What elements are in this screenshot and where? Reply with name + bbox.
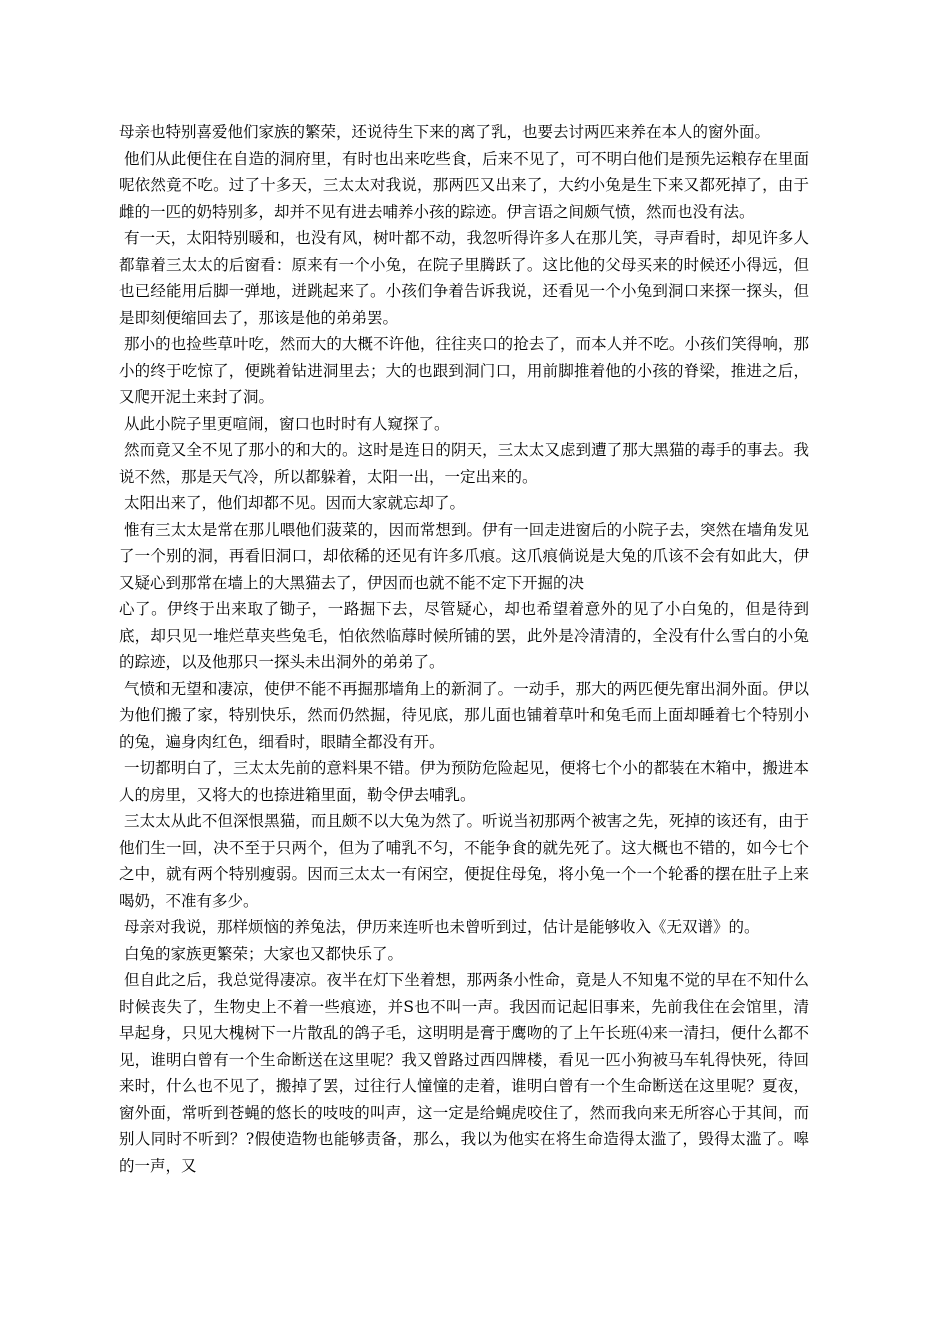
- paragraph: 气愤和无望和凄凉，使伊不能不再掘那墙角上的新洞了。一动手，那大的两匹便先窜出洞外面。伊以为他们搬了家，特别快乐，然而仍然掘，待见底，那儿面也铺着草叶和兔毛而上面却睡着七个特别小的兔，遍身肉红色，细看时，眼睛全都没有开。: [119, 679, 809, 751]
- paragraph: 心了。伊终于出来取了锄子，一路掘下去，尽管疑心，却也希望着意外的见了小白兔的，但是待到底，却只见一堆烂草夹些兔毛，怕依然临蓐时候所铺的罢，此外是冷清清的，全没有什么雪白的小兔的踪迹，以及他那只一探头未出洞外的弟弟了。: [119, 600, 809, 671]
- paragraph: 他们从此便住在自造的洞府里，有时也出来吃些食，后来不见了，可不明白他们是预先运粮存在里面呢依然竟不吃。过了十多天，三太太对我说，那两匹又出来了，大约小兔是生下来又都死掉了，由于雌的一匹的奶特别多，却并不见有进去哺养小孩的踪迹。伊言语之间颇气愤，然而也没有法。: [119, 149, 809, 221]
- paragraph: 惟有三太太是常在那儿喂他们菠菜的，因而常想到。伊有一回走进窗后的小院子去，突然在墙角发见了一个别的洞，再看旧洞口，却依稀的还见有许多爪痕。这爪痕倘说是大兔的爪该不会有如此大，伊又疑心到那常在墙上的大黑猫去了，伊因而也就不能不定下开掘的决: [119, 520, 809, 592]
- paragraph: 一切都明白了，三太太先前的意料果不错。伊为预防危险起见，便将七个小的都装在木箱中，搬进本人的房里，又将大的也捺进箱里面，勒令伊去哺乳。: [119, 759, 809, 804]
- document-body: [119, 119, 809, 1179]
- paragraph: 母亲也特别喜爱他们家族的繁荣，还说待生下来的离了乳，也要去讨两匹来养在本人的窗外面。: [119, 123, 771, 141]
- paragraph: 三太太从此不但深恨黑猫，而且颇不以大兔为然了。听说当初那两个被害之先，死掉的该还有，由于他们生一回，决不至于只两个，但为了哺乳不匀，不能争食的就先死了。这大概也不错的，如今七个之中，就有两个特别瘦弱。因而三太太一有闲空，便捉住母兔，将小兔一个一个轮番的摆在肚子上来喝奶，不准有多少。: [119, 812, 809, 910]
- paragraph: 太阳出来了，他们却都不见。因而大家就忘却了。: [119, 494, 465, 512]
- paragraph: 有一天，太阳特别暖和，也没有风，树叶都不动，我忽听得许多人在那儿笑，寻声看时，却见许多人都靠着三太太的后窗看：原来有一个小兔，在院子里腾跃了。这比他的父母买来的时候还小得远，但也已经能用后脚一弹地，迸跳起来了。小孩们争着告诉我说，还看见一个小兔到洞口来探一探头，但是即刻便缩回去了，那该是他的弟弟罢。: [119, 229, 809, 327]
- paragraph: 从此小院子里更喧闹，窗口也时时有人窥探了。: [119, 414, 450, 433]
- paragraph: 母亲对我说，那样烦恼的养兔法，伊历来连听也未曾听到过，估计是能够收入《无双谱》的。: [119, 918, 760, 936]
- paragraph: 白兔的家族更繁荣；大家也又都快乐了。: [119, 944, 403, 963]
- paragraph: 那小的也捡些草叶吃，然而大的大概不许他，往往夹口的抢去了，而本人并不吃。小孩们笑得响，那小的终于吃惊了，便跳着钻进洞里去；大的也跟到洞门口，用前脚推着他的小孩的脊梁，推进之后，又爬开泥土来封了洞。: [119, 335, 809, 406]
- paragraph: 然而竟又全不见了那小的和大的。这时是连日的阴天，三太太又虑到遭了那大黑猫的毒手的事去。我说不然，那是天气冷，所以都躲着，太阳一出，一定出来的。: [119, 441, 809, 486]
- paragraph: 但自此之后，我总觉得凄凉。夜半在灯下坐着想，那两条小性命，竟是人不知鬼不觉的早在不知什么时候丧失了，生物史上不着一些痕迹，并S也不叫一声。我因而记起旧事来，先前我住在会馆里，清早起身，只见大槐树下一片散乱的鸽子毛，这明明是膏于鹰吻的了上午长班⑷来一清扫，便什么都不见，谁明白曾有一个生命断送在这里呢？我又曾路过西四牌楼，看见一匹小狗被马车轧得快死，待回来时，什么也不见了，搬掉了罢，过往行人憧憧的走着，谁明白曾有一个生命断送在这里呢？夏夜，窗外面，常听到苍蝇的悠长的吱吱的叫声，这一定是给蝇虎咬住了，然而我向来无所容心于其间，而别人同时不听到？?假使造物也能够责备，那么，我以为他实在将生命造得太滥了，毁得太滥了。嗥的一声，又: [119, 971, 809, 1175]
